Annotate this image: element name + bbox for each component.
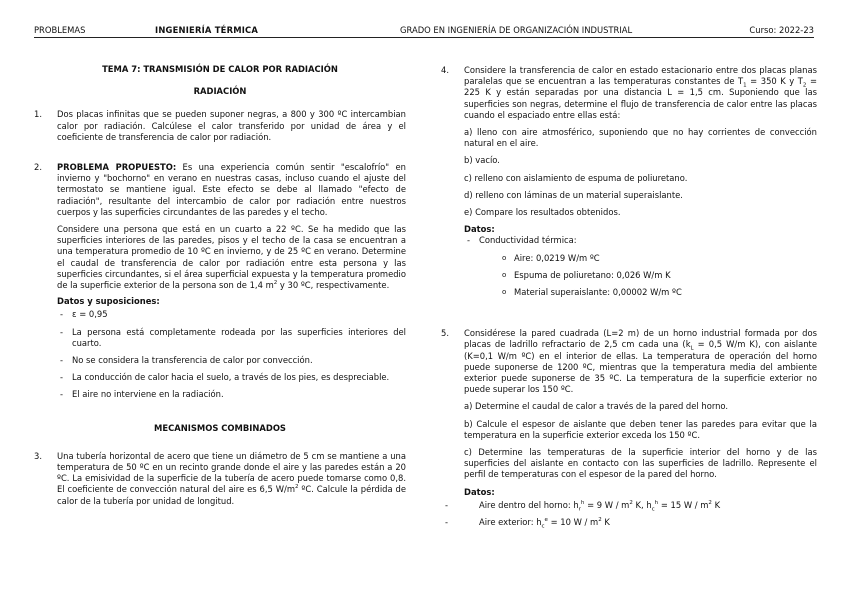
- conductivity-list: [479, 253, 817, 299]
- header-left-label: PROBLEMAS: [34, 25, 86, 35]
- superscript: 2: [708, 500, 712, 507]
- proposed-label: PROBLEMA PROPUESTO:: [57, 162, 177, 173]
- subscript: c: [541, 523, 545, 530]
- section-radiation-title: RADIACIÓN: [193, 86, 247, 97]
- problem-text: [57, 162, 406, 218]
- problem-text-part: ºC. Calcule la pérdida de calor de la tubería por unidad de longitud.: [57, 484, 406, 506]
- superscript: e: [544, 517, 548, 524]
- list-item: - El aire no interviene en la radiación.: [57, 389, 406, 400]
- superscript: h: [654, 500, 659, 507]
- problem-number: 2.: [34, 162, 42, 173]
- option-e: e) Compare los resultados obtenidos.: [464, 207, 621, 218]
- problem-text: [57, 224, 406, 291]
- list-item: - La conducción de calor hacia el suelo, a través de los pies, es despreciable.: [57, 372, 406, 383]
- problem-text-part: = 0,5 W/m K), con aislante (K=0,1 W/m ºC) en el interior de ellas. La temperatura de operación del horno puede suponerse de 1200 ºC, mientras que la temperatura media del ambiente exterior puede suponerse de 35 ºC. La temperatura de la superficie exterior no puede superar los 150 ºC.: [464, 339, 817, 395]
- superscript: 2: [295, 484, 299, 491]
- option-b: b) Calcule el espesor de aislante que deben tener las paredes para evitar que la temperatura en la superficie exterior exceda los 150 ºC.: [464, 418, 817, 440]
- page-header: [34, 23, 814, 38]
- list-item: - No se considera la transferencia de calor por convección.: [57, 355, 406, 366]
- data-text-part: Aire exterior: h: [479, 517, 542, 528]
- list-item: o Material superaislante: 0,00002 W/m ºC: [502, 287, 817, 298]
- option-d: d) relleno con láminas de un material superaislante.: [464, 189, 683, 200]
- subscript: 2: [802, 82, 807, 89]
- data-text-part: = 9 W / m: [584, 499, 630, 510]
- problem-number: 3.: [34, 450, 42, 461]
- option-a: a) lleno con aire atmosférico, suponiendo que no hay corrientes de convección natural en el aire.: [464, 127, 817, 149]
- problem-5: [441, 328, 817, 528]
- problem-number: 5.: [441, 328, 449, 339]
- superscript: 2: [629, 500, 633, 507]
- option-b: b) vacío.: [464, 155, 500, 166]
- problem-text-part: Es una experiencia común sentir "escalofrío" en invierno y "bochorno" en verano en nuestras casas, incluso cuando el ajuste del termostato se mantiene igual. Este efecto se debe al llamado "efecto de radiación", resultante del intercambio de calor por radiación entre nuestros cuerpos y las superficies circundantes de las paredes y el techo.: [57, 162, 406, 217]
- data-text-part: = 15 W / m: [658, 499, 709, 510]
- data-text-part: = 10 W / m: [547, 517, 599, 528]
- list-item: [442, 517, 817, 528]
- data-list: [442, 500, 817, 528]
- right-column: [441, 65, 817, 528]
- problem-4: [441, 65, 817, 298]
- list-item: o Espuma de poliuretano: 0,026 W/m K: [502, 270, 817, 281]
- data-title: Datos y suposiciones:: [57, 296, 160, 307]
- subscript: L: [690, 346, 694, 353]
- problem-1: [34, 109, 406, 143]
- data-list: [57, 309, 406, 400]
- option-a: a) Determine el caudal de calor a través de la pared del horno.: [464, 401, 729, 412]
- superscript: 2: [598, 517, 602, 524]
- data-text-part: Aire dentro del horno: h: [479, 499, 579, 510]
- problem-number: 4.: [441, 65, 449, 75]
- superscript: h: [580, 500, 585, 507]
- header-course: INGENIERÍA TÉRMICA: [155, 25, 259, 35]
- left-column: [34, 48, 406, 507]
- conductivity-label: Conductividad térmica:: [479, 235, 577, 246]
- data-text-part: K: [711, 499, 721, 510]
- header-degree: GRADO EN INGENIERÍA DE ORGANIZACIÓN INDUSTRIAL: [400, 25, 633, 35]
- list-item: [464, 235, 817, 298]
- problem-text: [464, 328, 817, 395]
- problem-text-part: = 350 K y T: [746, 76, 803, 87]
- header-year: Curso: 2022-23: [749, 25, 814, 35]
- problem-3: [34, 451, 406, 507]
- list-item: o Aire: 0,0219 W/m ºC: [502, 253, 817, 264]
- option-c: c) Determine las temperaturas de la superficie interior del horno y de las superficies del aislante en contacto con las superficies de ladrillo. Represente el perfil de temperaturas con el espesor de la pared del horno.: [464, 447, 817, 480]
- problem-2: [34, 162, 406, 401]
- topic-title: TEMA 7: TRANSMISIÓN DE CALOR POR RADIACIÓN: [102, 64, 338, 74]
- list-item: - La persona está completamente rodeada por las superficies interiores del cuarto.: [57, 327, 406, 349]
- list-item: - ε = 0,95: [57, 309, 406, 320]
- problem-text: Dos placas infinitas que se pueden suponer negras, a 800 y 300 ºC intercambian calor por radiación. Calcúlese el calor transferido por unidad de área y el coeficiente de transferencia de calor por radiación.: [57, 109, 406, 142]
- problem-text: [464, 65, 817, 121]
- subscript: c: [651, 506, 655, 513]
- problem-text-part: Considérese la pared cuadrada (L=2 m) de un horno industrial formada por dos placas de ladrillo refractario de 2,5 cm cada una (k: [464, 328, 817, 350]
- problem-text-part: Considere una persona que está en un cuarto a 22 ºC. Se ha medido que las superficies interiores de las paredes, pisos y el techo de la casa se encuentran a una temperatura promedio de 10 ºC en invierno, y de 25 ºC en verano. Determine el caudal de transferencia de calor por radiación entre esta persona y las superficies circundantes, si el área superficial expuesta y la temperatura promedio de la superficie exterior de la persona son de 1,4 m: [57, 224, 406, 291]
- superscript: 2: [273, 280, 278, 287]
- data-list: [464, 235, 817, 298]
- section-combined-title: MECANISMOS COMBINADOS: [154, 422, 286, 433]
- data-text-part: K: [601, 517, 610, 528]
- problem-text-part: Una tubería horizontal de acero que tiene un diámetro de 5 cm se mantiene a una temperatura de 50 ºC en un recinto grande donde el aire y las paredes están a 20 ºC. La emisividad de la superficie de la tubería de acero puede tomarse como 0,8. El coeficiente de convección natural del aire es 6,5 W/m: [57, 450, 406, 495]
- option-c: c) relleno con aislamiento de espuma de poliuretano.: [464, 172, 688, 183]
- problem-text: [57, 451, 406, 507]
- list-item: [442, 500, 817, 511]
- subscript: r: [578, 506, 581, 513]
- data-title: Datos:: [464, 224, 495, 235]
- problem-text-part: y 30 ºC, respectivamente.: [277, 280, 390, 291]
- problem-number: 1.: [34, 109, 42, 120]
- problem-text-part: Considere la transferencia de calor en estado estacionario entre dos placas planas paralelas que se encuentran a las temperaturas constantes de T: [464, 65, 817, 87]
- subscript: 1: [743, 82, 747, 89]
- data-title: Datos:: [464, 486, 495, 497]
- data-text-part: K, h: [632, 499, 652, 510]
- problem-text-part: = 225 K y están separadas por una distancia L = 1,5 cm. Suponiendo que las superficies son negras, determine el flujo de transferencia de calor entre las placas cuando el espaciado entre ellas está:: [464, 76, 817, 120]
